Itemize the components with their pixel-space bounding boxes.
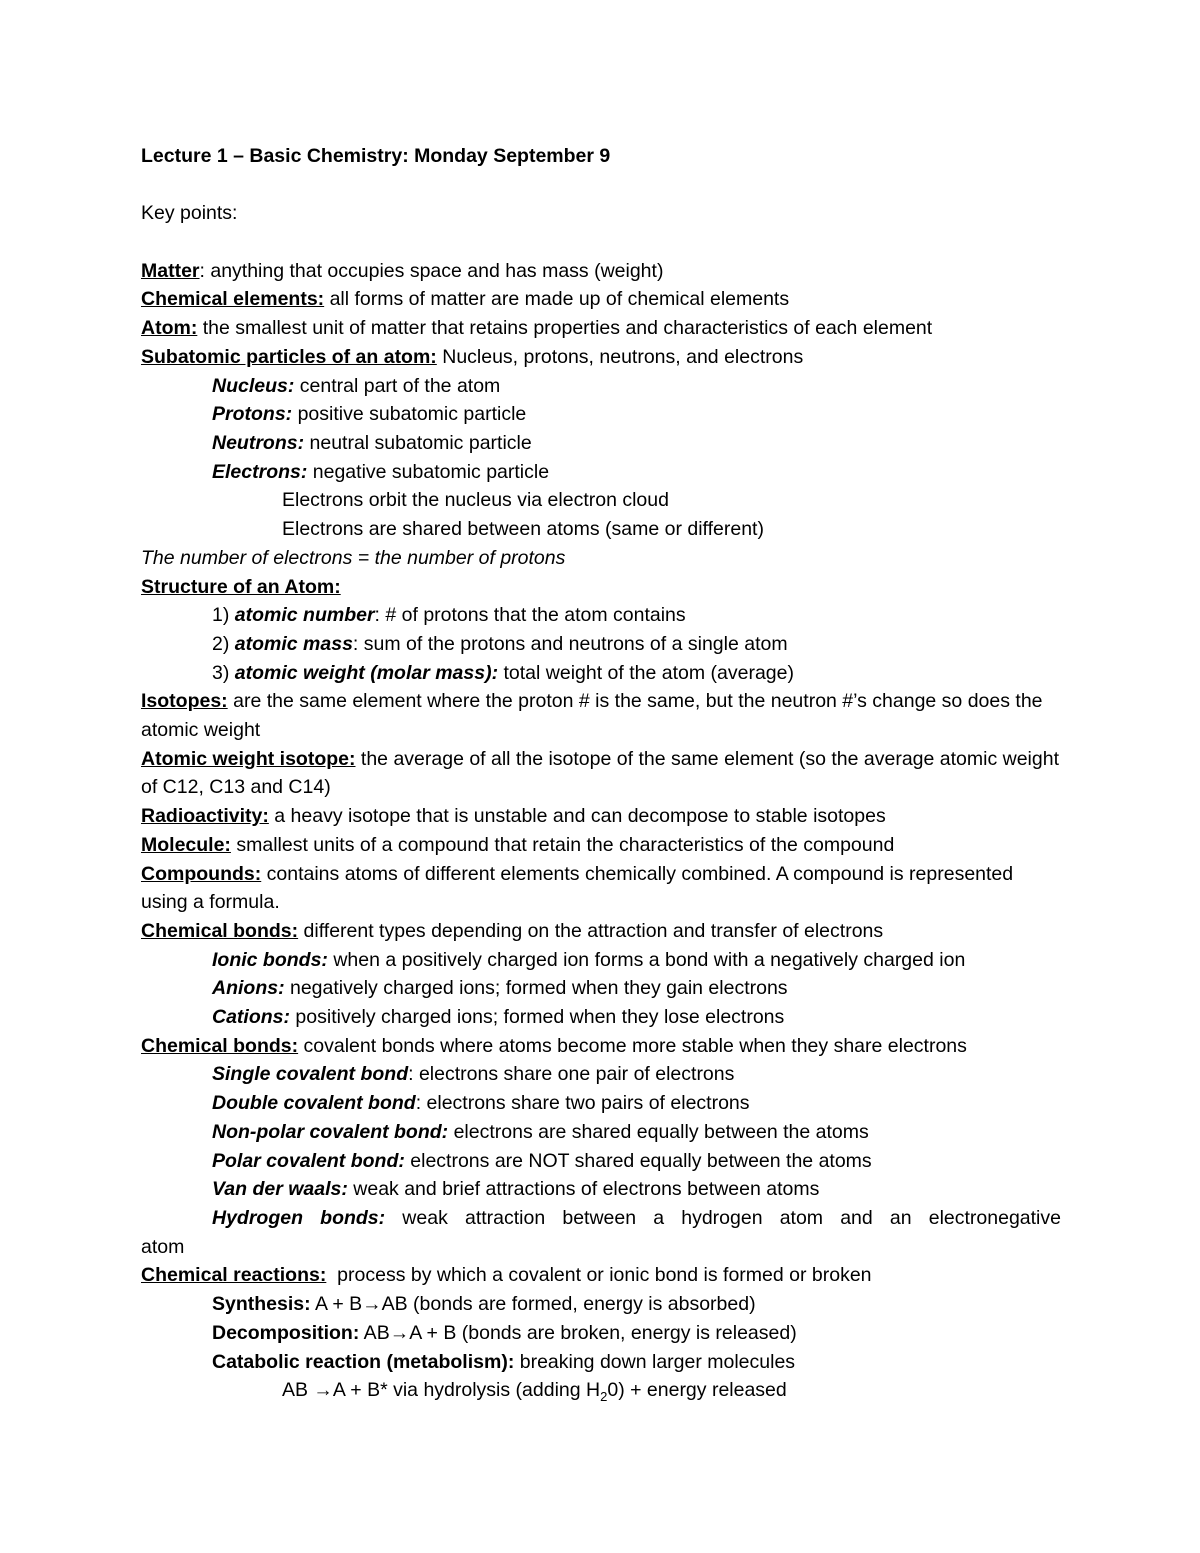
- entry-hydrogen-bonds: [141, 1204, 1061, 1233]
- definition: : electrons share one pair of electrons: [408, 1063, 735, 1086]
- list-number: 3): [212, 661, 235, 684]
- term: Chemical reactions:: [141, 1264, 327, 1287]
- entry-atomic-mass: [141, 630, 1061, 659]
- entry-van-der-waals: [141, 1175, 1061, 1204]
- list-number: 1): [212, 604, 235, 627]
- definition: when a positively charged ion forms a bond with a negatively charged ion: [327, 948, 966, 971]
- term: Compounds:: [141, 862, 262, 885]
- entry-chemical-elements: [141, 285, 1061, 314]
- term: atomic mass: [234, 632, 353, 655]
- definition: AB→A + B (bonds are broken, energy is released): [359, 1321, 797, 1344]
- term: atomic number: [234, 604, 375, 627]
- definition: contains atoms of different elements chemically combined. A compound is represented using a formula.: [141, 862, 1014, 914]
- term: Neutrons:: [212, 432, 305, 454]
- entry-non-polar-covalent-bond: [141, 1118, 1061, 1147]
- definition: : # of protons that the atom contains: [374, 604, 686, 627]
- entry-radioactivity: [141, 802, 1061, 831]
- definition: negatively charged ions; formed when they gain electrons: [284, 977, 788, 1000]
- definition: central part of the atom: [294, 374, 501, 397]
- entry-nucleus: [141, 372, 1061, 401]
- term: Non-polar covalent bond:: [212, 1120, 449, 1143]
- subscript: 2: [600, 1389, 608, 1405]
- definition: all forms of matter are made up of chemical elements: [324, 288, 790, 311]
- definition: positively charged ions; formed when they lose electrons: [290, 1006, 785, 1029]
- term: Isotopes:: [141, 690, 228, 713]
- definition: the smallest unit of matter that retains properties and characteristics of each element: [197, 317, 933, 340]
- definition: a heavy isotope that is unstable and can decompose to stable isotopes: [268, 805, 886, 828]
- definition: : electrons share two pairs of electrons: [415, 1092, 750, 1115]
- definition: neutral subatomic particle: [304, 432, 532, 454]
- note-electrons-orbit: Electrons orbit the nucleus via electron cloud: [282, 489, 669, 512]
- definition: A + B→AB (bonds are formed, energy is absorbed): [310, 1293, 756, 1316]
- entry-cations: [141, 1003, 1061, 1032]
- entry-anions: [141, 974, 1061, 1003]
- entry-hydrolysis-equation: [141, 1376, 1061, 1405]
- term: Chemical elements:: [141, 288, 325, 311]
- term: Nucleus:: [212, 374, 295, 397]
- entry-compounds: [141, 860, 1061, 917]
- term: Atomic weight isotope:: [141, 747, 356, 770]
- entry-chemical-bonds-ionic: [141, 917, 1061, 946]
- note-electrons-shared: Electrons are shared between atoms (same or different): [282, 518, 764, 541]
- definition: electrons are shared equally between the atoms: [448, 1120, 869, 1143]
- entry-polar-covalent-bond: [141, 1147, 1061, 1176]
- definition: Nucleus, protons, neutrons, and electrons: [436, 345, 804, 368]
- entry-protons: [141, 400, 1061, 429]
- entry-matter: [141, 257, 1061, 286]
- term: Chemical bonds:: [141, 1034, 299, 1057]
- entry-hydrogen-bonds-continuation: atom: [141, 1235, 185, 1258]
- term: Van der waals:: [212, 1178, 348, 1201]
- term: Chemical bonds:: [141, 919, 299, 942]
- equation-text: AB →A + B* via hydrolysis (adding H: [282, 1379, 601, 1402]
- definition: positive subatomic particle: [292, 403, 527, 426]
- term: Ionic bonds:: [212, 948, 328, 971]
- term: Anions:: [212, 977, 285, 1000]
- definition: : sum of the protons and neutrons of a single atom: [352, 632, 788, 655]
- entry-atomic-weight: [141, 659, 1061, 688]
- entry-double-covalent-bond: [141, 1089, 1061, 1118]
- entry-synthesis: [141, 1290, 1061, 1319]
- term: Atom:: [141, 317, 198, 340]
- term: Radioactivity:: [141, 805, 269, 828]
- key-points-heading: Key points:: [141, 202, 238, 225]
- entry-chemical-bonds-covalent: [141, 1032, 1061, 1061]
- definition: : anything that occupies space and has mass (weight): [199, 259, 664, 282]
- definition: electrons are NOT shared equally between the atoms: [404, 1149, 872, 1172]
- definition: total weight of the atom (average): [498, 661, 794, 684]
- definition: covalent bonds where atoms become more stable when they share electrons: [298, 1034, 967, 1057]
- entry-atomic-weight-isotope: [141, 745, 1061, 802]
- definition: process by which a covalent or ionic bond is formed or broken: [326, 1264, 872, 1287]
- entry-catabolic-reaction: [141, 1348, 1061, 1377]
- list-number: 2): [212, 632, 235, 655]
- entry-single-covalent-bond: [141, 1060, 1061, 1089]
- term: Polar covalent bond:: [212, 1149, 405, 1172]
- entry-isotopes: [141, 687, 1061, 744]
- term: Decomposition:: [212, 1321, 360, 1344]
- entry-electrons: [141, 458, 1061, 487]
- entry-subatomic-particles: [141, 343, 1061, 372]
- term: Subatomic particles of an atom:: [141, 345, 437, 368]
- definition: breaking down larger molecules: [514, 1350, 796, 1373]
- note-electron-proton-rule: The number of electrons = the number of protons: [141, 546, 566, 569]
- entry-atomic-number: [141, 601, 1061, 630]
- term: Catabolic reaction (metabolism):: [212, 1350, 515, 1373]
- term: Structure of an Atom:: [141, 575, 341, 598]
- definition: smallest units of a compound that retain the characteristics of the compound: [230, 833, 895, 856]
- entry-neutrons: [141, 429, 1061, 458]
- document-body: [141, 142, 1061, 1405]
- term: Hydrogen bonds:: [212, 1206, 386, 1229]
- term: Electrons:: [212, 460, 308, 483]
- definition: the average of all the isotope of the same element (so the average atomic weight of C12, C13 and C14): [141, 747, 1059, 799]
- term: Cations:: [212, 1006, 290, 1029]
- term: Matter: [141, 259, 200, 282]
- entry-atom: [141, 314, 1061, 343]
- definition: weak and brief attractions of electrons between atoms: [347, 1178, 820, 1201]
- entry-molecule: [141, 831, 1061, 860]
- definition: are the same element where the proton # is the same, but the neutron #’s change so does the atomic weight: [141, 690, 1043, 742]
- entry-chemical-reactions: [141, 1261, 1061, 1290]
- entry-decomposition: [141, 1319, 1061, 1348]
- definition: weak attraction between a hydrogen atom and an electronegative: [385, 1206, 1061, 1229]
- term: Single covalent bond: [212, 1063, 409, 1086]
- term: atomic weight (molar mass):: [234, 661, 499, 684]
- term: Molecule:: [141, 833, 231, 856]
- entry-ionic-bonds: [141, 946, 1061, 975]
- term: Synthesis:: [212, 1293, 311, 1316]
- term: Double covalent bond: [212, 1092, 416, 1115]
- term: Protons:: [212, 403, 293, 426]
- definition: negative subatomic particle: [307, 460, 550, 483]
- entry-structure-of-atom: [141, 573, 1061, 602]
- definition: different types depending on the attraction and transfer of electrons: [298, 919, 884, 942]
- lecture-title: Lecture 1 – Basic Chemistry: Monday September 9: [141, 145, 611, 167]
- equation-text-end: 0) + energy released: [607, 1379, 787, 1402]
